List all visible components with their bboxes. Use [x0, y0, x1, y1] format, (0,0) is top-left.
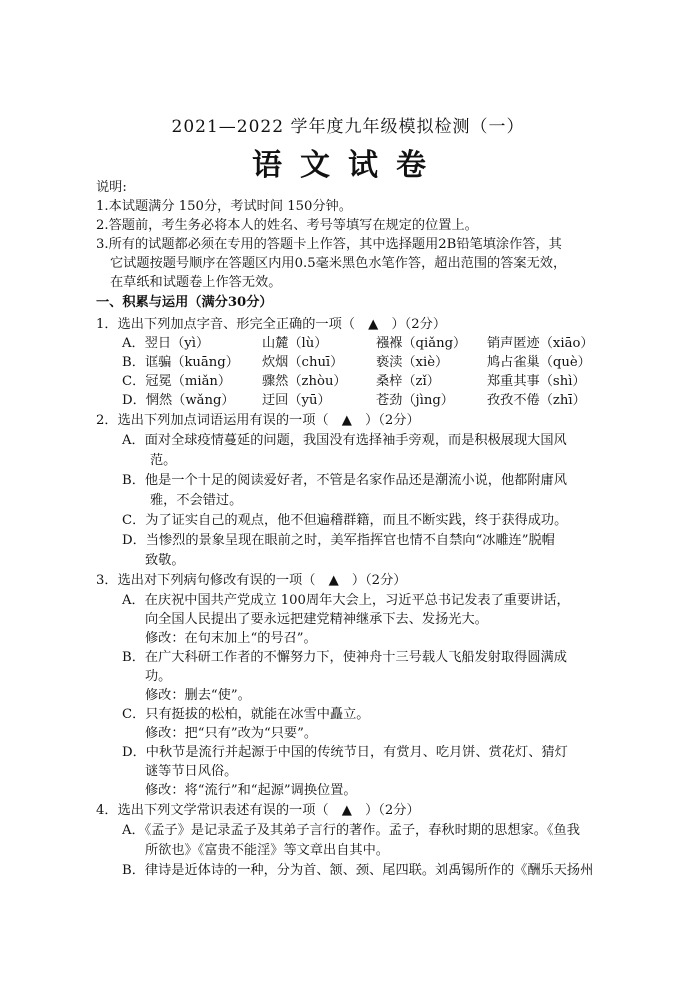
question-4-stem: 4．选出下列文学常识表述有误的一项（ ▲ ）（2分） [96, 803, 420, 818]
q4-line: 所欲也》《富贵不能淫》等文章出自其中。 [145, 843, 389, 858]
instruction-item: 2.答题前，考生务必将本人的姓名、考号等填写在规定的位置上。 [96, 218, 478, 233]
q2-line: D．当惨烈的景象呈现在眼前之时，美军指挥官也情不自禁向“冰雕连”脱帽 [122, 533, 555, 548]
q1-option-d-2: 迂回（yū） [262, 393, 331, 408]
q1-option-d-3: 苍劲（jìng） [376, 393, 454, 408]
q2-line: B．他是一个十足的阅读爱好者，不管是名家作品还是潮流小说，他都附庸风 [122, 473, 567, 488]
question-2-stem: 2．选出下列加点词语运用有误的一项（ ▲ ）（2分） [96, 413, 420, 428]
question-3-stem: 3．选出对下列病句修改有误的一项（ ▲ ）（2分） [96, 573, 407, 588]
q3-line: 修改：将“流行”和“起源”调换位置。 [145, 783, 357, 798]
q1-option-d-4: 孜孜不倦（zhī） [487, 393, 586, 408]
q3-line: 向全国人民提出了要永远把建党精神继承下去、发扬光大。 [145, 612, 488, 627]
q3-line: D．中秋节是流行并起源于中国的传统节日，有赏月、吃月饼、赏花灯、猜灯 [122, 745, 568, 760]
instructions-label: 说明: [96, 180, 127, 195]
q1-option-b-1: B．诓骗（kuāng） [122, 355, 239, 370]
instruction-item: 在草纸和试题卷上作答无效。 [110, 275, 282, 290]
q2-line: 致敬。 [145, 553, 185, 568]
q4-line: B．律诗是近体诗的一种，分为首、颔、颈、尾四联。刘禹锡所作的《酬乐天扬州 [122, 863, 594, 878]
q3-line: 谜等节日风俗。 [145, 764, 238, 779]
q1-option-a-4: 销声匿迹（xiāo） [487, 336, 594, 351]
q1-option-b-3: 亵渎（xiè） [376, 355, 449, 370]
q1-option-a-1: A．翌日（yì） [122, 336, 210, 351]
q1-option-d-1: D．惘然（wǎng） [122, 393, 235, 408]
q1-option-a-2: 山麓（lù） [262, 336, 328, 351]
q3-line: 修改：删去“使”。 [145, 688, 251, 703]
q2-line: A．面对全球疫情蔓延的问题，我国没有选择袖手旁观，而是积极展现大国风 [122, 433, 567, 448]
q4-line: A．《孟子》是记录孟子及其弟子言行的著作。孟子，春秋时期的思想家。《鱼我 [122, 823, 580, 838]
page-title: 语文试卷 [252, 148, 444, 183]
exam-year-line: 2021—2022 学年度九年级模拟检测（一） [171, 117, 525, 137]
q1-option-b-2: 炊烟（chuī） [262, 355, 344, 370]
q3-line: 功。 [145, 669, 172, 684]
q1-option-c-4: 郑重其事（shì） [487, 374, 586, 389]
q2-line: C．为了证实自己的观点，他不但遍稽群籍，而且不断实践，终于获得成功。 [122, 513, 568, 528]
instruction-item: 它试题按题号顺序在答题区内用0.5毫米黑色水笔作答，超出范围的答案无效， [110, 256, 567, 271]
q1-option-b-4: 鸠占雀巢（què） [487, 355, 591, 370]
instruction-item: 3.所有的试题都必须在专用的答题卡上作答，其中选择题用2B铅笔填涂作答，其 [96, 237, 562, 252]
q3-line: 修改：在句末加上“的号召”。 [145, 631, 317, 646]
q3-line: A．在庆祝中国共产党成立 100周年大会上，习近平总书记发表了重要讲话， [122, 593, 570, 608]
q1-option-c-1: C．冠冕（miǎn） [122, 374, 232, 389]
q1-option-c-2: 骤然（zhòu） [262, 374, 347, 389]
q3-line: B．在广大科研工作者的不懈努力下，使神舟十三号载人飞船发射取得圆满成 [122, 650, 567, 665]
q3-line: C．只有挺拔的松柏，就能在冰雪中矗立。 [122, 707, 370, 722]
section-heading: 一、积累与运用（满分30分） [96, 295, 273, 310]
instruction-item: 1.本试题满分 150分，考试时间 150分钟。 [96, 199, 352, 214]
q3-line: 修改：把“只有”改为“只要”。 [145, 726, 318, 741]
question-1-stem: 1．选出下列加点字音、形完全正确的一项（ ▲ ）（2分） [96, 317, 447, 332]
q1-option-c-3: 桑梓（zǐ） [376, 374, 440, 389]
q2-line: 雅，不会错过。 [150, 493, 243, 508]
q2-line: 范。 [150, 453, 177, 468]
q1-option-a-3: 襁褓（qiǎng） [376, 336, 467, 351]
